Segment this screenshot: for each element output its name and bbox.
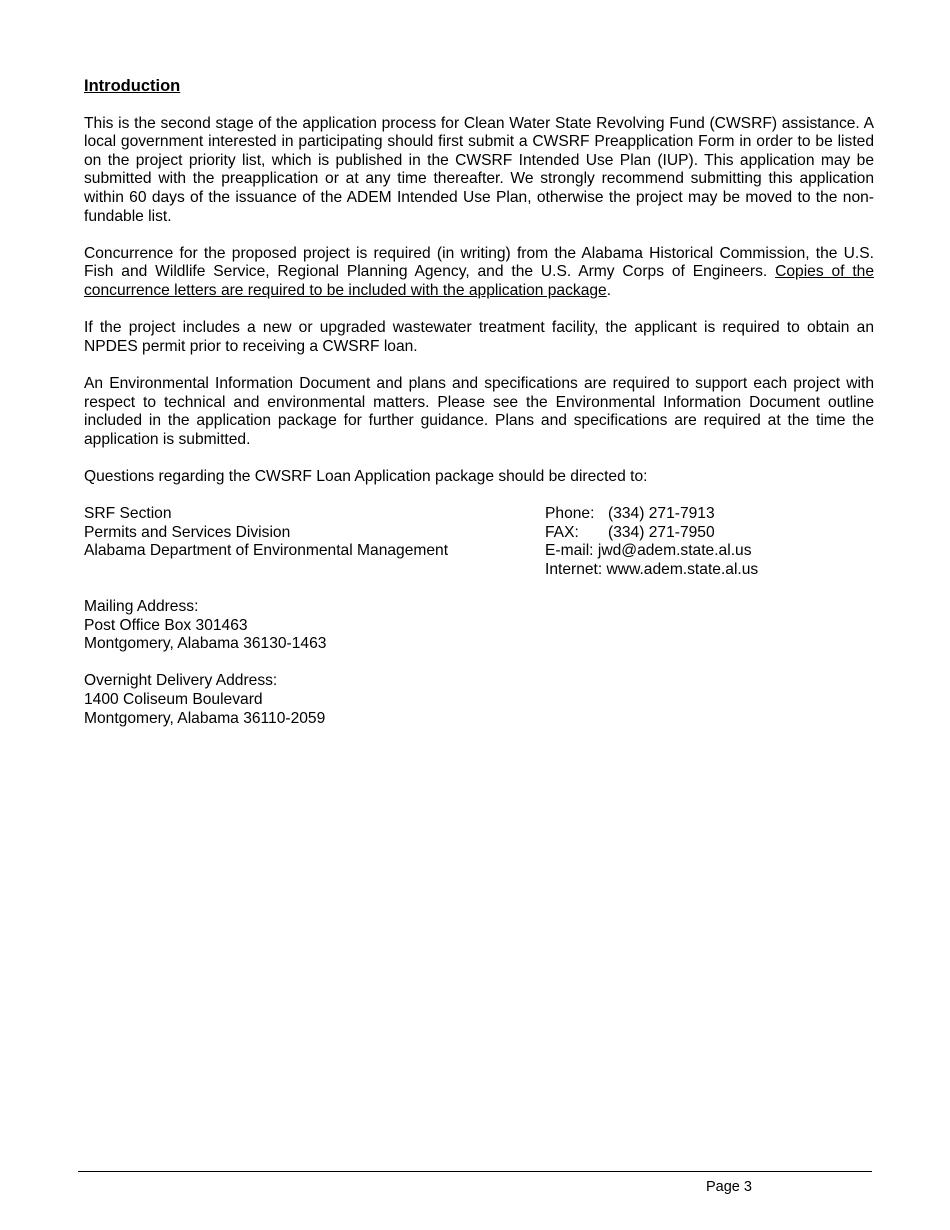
contact-organization	[84, 505, 545, 579]
contact-details	[545, 505, 874, 579]
contact-division: Permits and Services Division	[84, 523, 291, 541]
document-body	[84, 77, 874, 747]
mailing-address-label: Mailing Address:	[84, 598, 199, 616]
concurrence-requirement: Copies of the concurrence letters are required to be included with the application package	[84, 263, 874, 299]
section-heading: Introduction	[84, 77, 181, 95]
contact-department: Alabama Department of Environmental Management	[84, 542, 449, 560]
overnight-address	[84, 672, 874, 728]
page-number: Page 3	[706, 1179, 752, 1195]
paragraph-npdes: If the project includes a new or upgraded wastewater treatment facility, the applicant is required to obtain an NPDES permit prior to receiving a CWSRF loan.	[84, 319, 874, 355]
overnight-address-line2: Montgomery, Alabama 36110-2059	[84, 709, 326, 727]
contact-section: SRF Section	[84, 505, 172, 523]
mailing-address-line2: Montgomery, Alabama 36130-1463	[84, 635, 327, 653]
overnight-address-line1: 1400 Coliseum Boulevard	[84, 691, 263, 708]
concurrence-period: .	[606, 281, 612, 299]
contact-internet: Internet: www.adem.state.al.us	[545, 560, 759, 578]
fax-number: (334) 271-7950	[608, 523, 715, 541]
paragraph-concurrence	[84, 245, 874, 301]
overnight-address-label: Overnight Delivery Address:	[84, 672, 278, 690]
contact-email: E-mail: jwd@adem.state.al.us	[545, 542, 752, 560]
contact-phone	[545, 505, 874, 524]
mailing-address	[84, 598, 874, 654]
contact-fax	[545, 524, 874, 543]
mailing-address-line1: Post Office Box 301463	[84, 616, 248, 634]
paragraph-questions: Questions regarding the CWSRF Loan Application package should be directed to:	[84, 467, 648, 485]
paragraph-application-stage: This is the second stage of the application process for Clean Water State Revolving Fund (CWSRF) assistance. A local government interested in participating should first submit a CWSRF Preapplication Form in order to be listed on the project priority list, which is published in the CWSRF Intended Use Plan (IUP). This application may be submitted with the preapplication or at any time thereafter. We strongly recommend submitting this application within 60 days of the issuance of the ADEM Intended Use Plan, otherwise the project may be moved to the non-fundable list.	[84, 114, 874, 225]
paragraph-environmental-document: An Environmental Information Document and plans and specifications are required to support each project with respect to technical and environmental matters. Please see the Environmental Information Document outline included in the application package for further guidance. Plans and specifications are required at the time the application is submitted.	[84, 374, 874, 448]
phone-number: (334) 271-7913	[608, 505, 715, 523]
phone-label: Phone:	[545, 505, 595, 523]
footer-divider	[78, 1171, 872, 1172]
contact-block	[84, 505, 874, 579]
concurrence-text: Concurrence for the proposed project is required (in writing) from the Alabama Historical Commission, the U.S. Fish and Wildlife Service, Regional Planning Agency, and the U.S. Army Corps of Engineers.	[84, 244, 874, 281]
fax-label: FAX:	[545, 523, 579, 541]
